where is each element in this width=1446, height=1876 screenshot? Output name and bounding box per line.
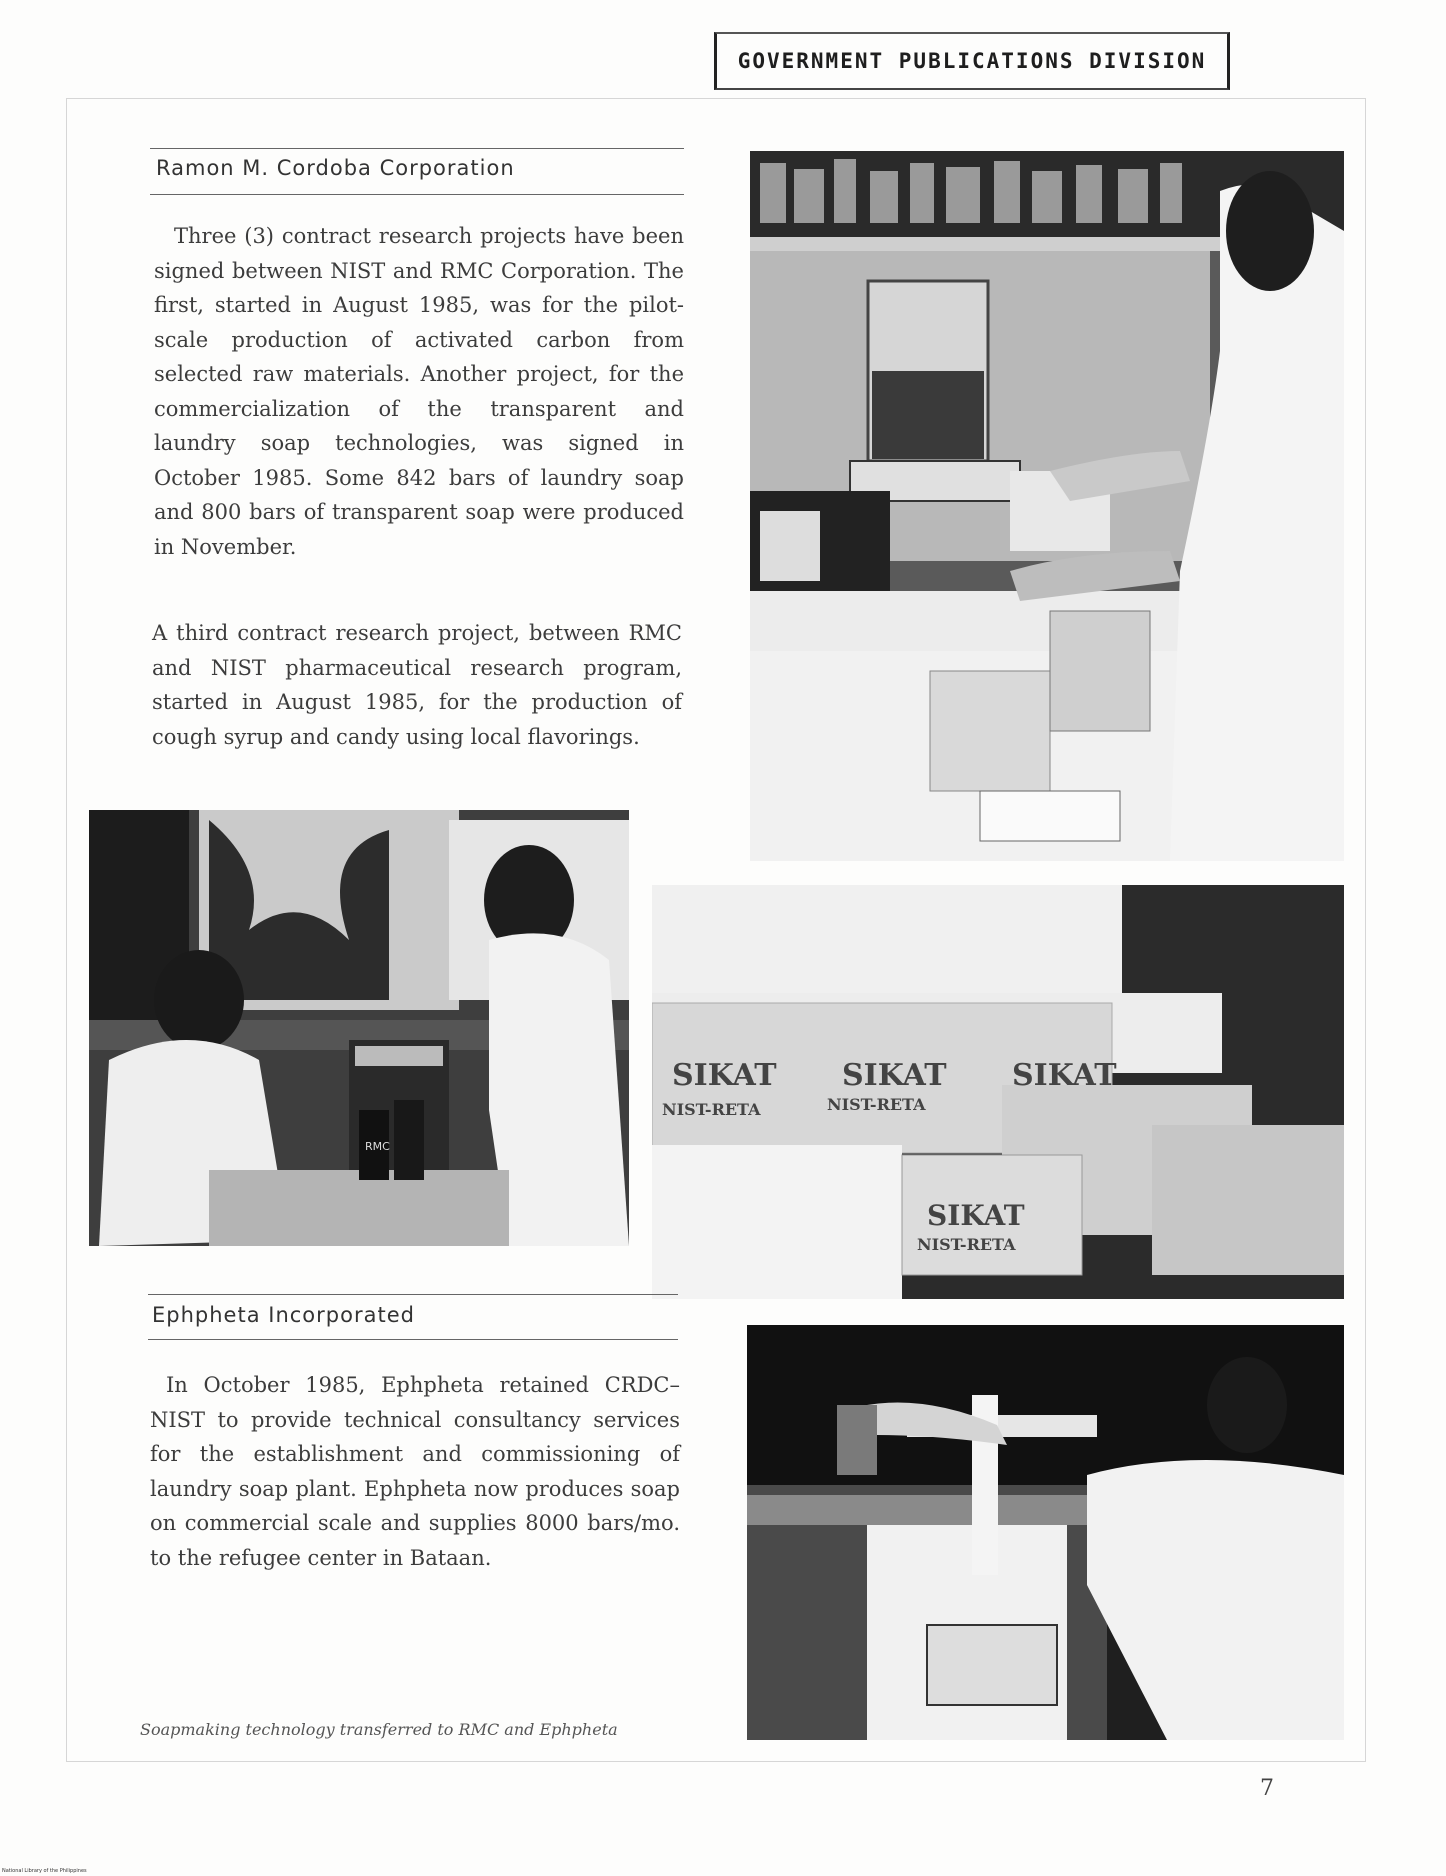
soap-stamp-subtext: NIST-RETA (662, 1100, 761, 1119)
section1-heading: Ramon M. Cordoba Corporation (156, 156, 515, 180)
figure-caption: Soapmaking technology transferred to RMC and Ephpheta (140, 1720, 618, 1739)
soap-stamp-subtext-2: NIST-RETA (827, 1095, 926, 1114)
section2-paragraph: In October 1985, Ephpheta retained CRDC–NIST to provide technical consultancy services for the establishment and commissioning of laundry soap plant. Ephpheta now produces soap on commercial scale and supplies 8000 bars/mo. to the refugee center in Bataan. (150, 1373, 680, 1570)
section1-paragraph2: A third contract research project, between RMC and NIST pharmaceutical research program, started in August 1985, for the production of cough syrup and candy using local flavorings. (152, 621, 682, 749)
soap-stamp-text-3: SIKAT (1012, 1058, 1117, 1093)
footer-credit: National Library of the Philippines (2, 1868, 87, 1874)
photo-soap-bars (652, 885, 1344, 1299)
soap-stamp-text: SIKAT (672, 1058, 777, 1093)
section2-heading: Ephpheta Incorporated (152, 1303, 415, 1327)
photo-soap-press (747, 1325, 1344, 1740)
photo-syrup-workers (89, 810, 629, 1246)
soap-stamp-text-4: SIKAT (927, 1199, 1025, 1232)
division-stamp: GOVERNMENT PUBLICATIONS DIVISION (714, 32, 1230, 90)
photo-lab-chemist (750, 151, 1344, 861)
section1-paragraph1: Three (3) contract research projects have been signed between NIST and RMC Corporation. The first, started in August 1985, was for the pilot-scale production of activated carbon from selected raw materials. Another project, for the commercialization of the transparent and laundry soap technologies, was signed in October 1985. Some 842 bars of laundry soap and 800 bars of transparent soap were produced in November. (154, 224, 684, 559)
section2-bottom-rule (148, 1339, 678, 1340)
soap-stamp-subtext-4: NIST-RETA (917, 1235, 1016, 1254)
soap-stamp-text-2: SIKAT (842, 1058, 947, 1093)
section1-top-rule (150, 148, 684, 149)
section2-top-rule (148, 1294, 678, 1295)
section1-bottom-rule (150, 194, 684, 195)
page-number: 7 (1260, 1776, 1274, 1801)
bottle-label: RMC (365, 1140, 390, 1153)
